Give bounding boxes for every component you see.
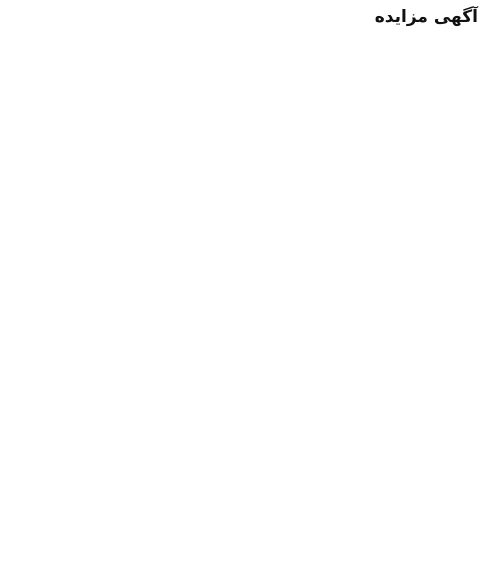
notice-title: آگهی مزایده [374, 7, 478, 27]
